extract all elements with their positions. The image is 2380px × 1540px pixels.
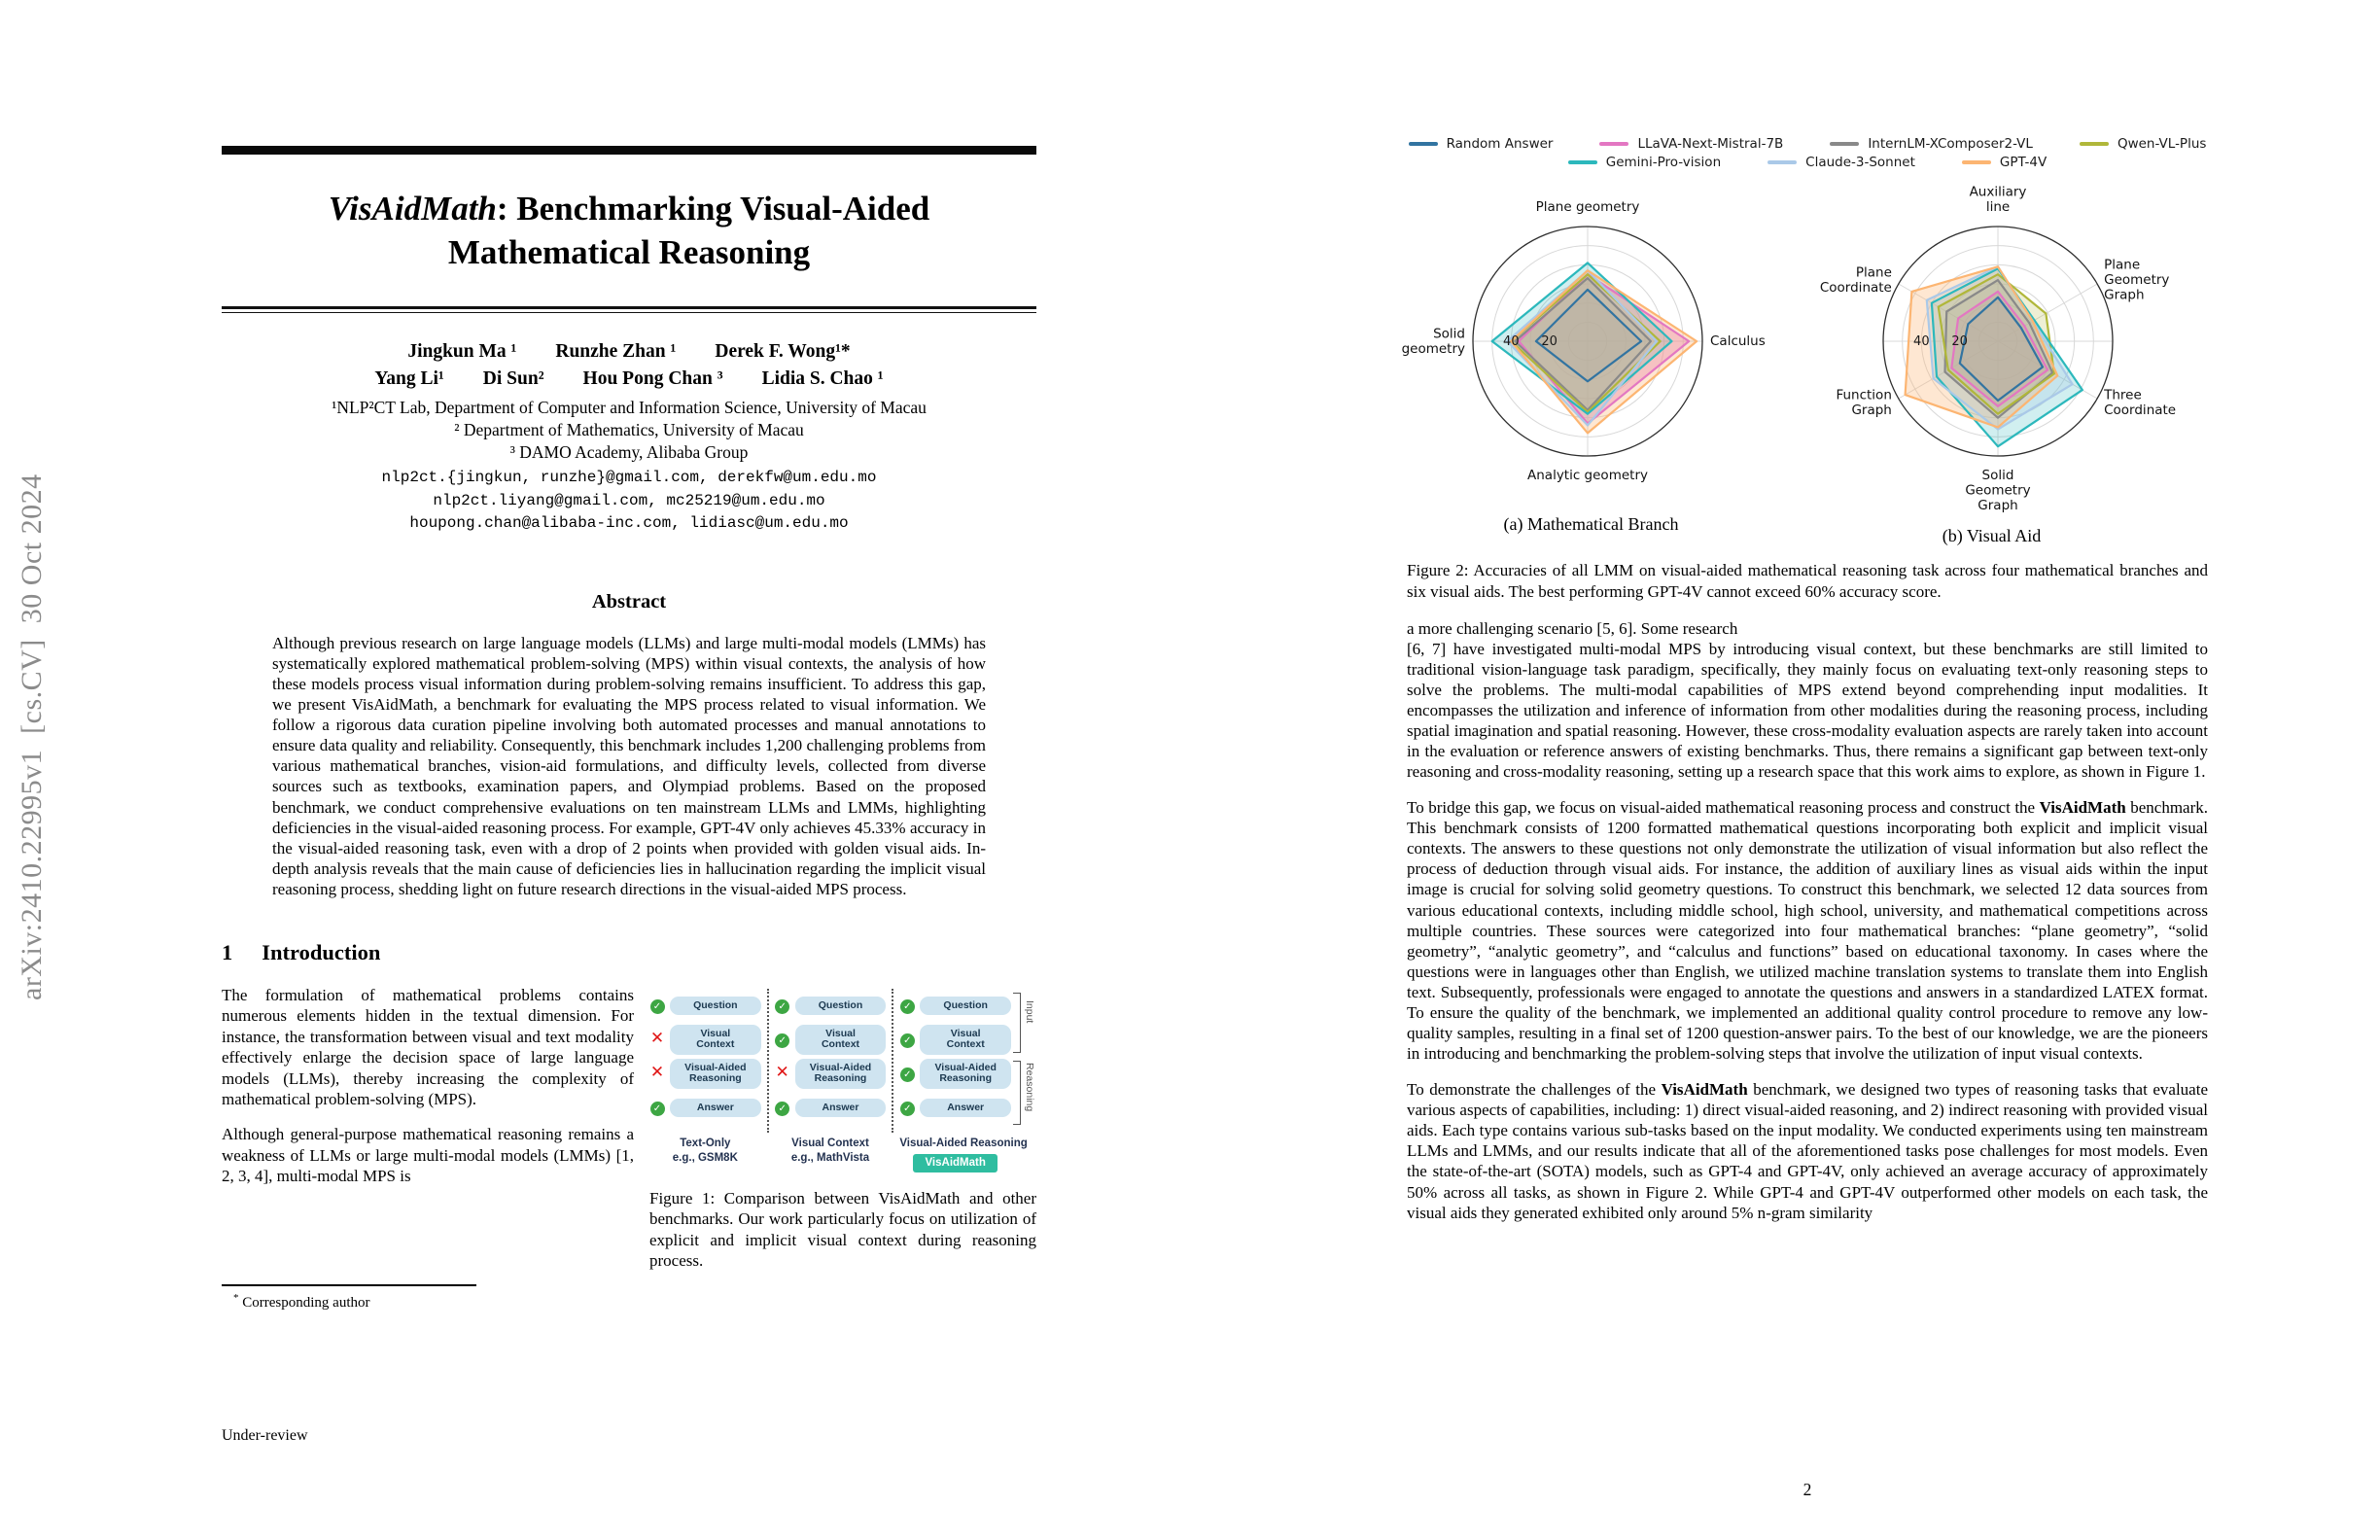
check-icon xyxy=(899,997,915,1014)
author-emails xyxy=(222,467,1036,535)
check-icon xyxy=(649,1099,665,1116)
axis-label: Three xyxy=(2103,387,2142,403)
page-number: 2 xyxy=(1802,1480,1812,1499)
bold-text: VisAidMath xyxy=(2039,798,2126,818)
footnote xyxy=(222,1284,1036,1312)
affiliation-line: ² Department of Mathematics, University of Macau xyxy=(454,419,804,439)
check-glyph: ✓ xyxy=(775,1033,789,1048)
legend-swatch xyxy=(1830,142,1859,146)
axis-label: Function xyxy=(1835,387,1892,403)
legend-swatch xyxy=(1962,160,1991,164)
body-paragraph xyxy=(1407,618,2208,783)
author-row xyxy=(222,338,1036,366)
abstract-heading: Abstract xyxy=(591,590,667,612)
axis-label: Geometry xyxy=(2103,272,2169,288)
legend-label: InternLM-XComposer2-VL xyxy=(1868,136,2033,152)
legend-swatch xyxy=(1599,142,1628,146)
figure1-pill xyxy=(920,997,1011,1016)
axis-label: Plane geometry xyxy=(1535,199,1639,215)
author-name: Lidia S. Chao ¹ xyxy=(761,368,884,389)
legend-item xyxy=(1962,155,2047,170)
figure-2 xyxy=(1401,174,2208,546)
title-top-rule xyxy=(222,146,1036,155)
body-paragraph xyxy=(1407,797,2208,1064)
figure1-row xyxy=(899,1091,1011,1125)
title-bottom-rule xyxy=(222,306,1036,313)
figure2b-subcaption: (b) Visual Aid xyxy=(1942,526,2042,545)
page-1 xyxy=(222,146,1036,1507)
paper-title-rest: : Benchmarking Visual-Aided xyxy=(496,190,930,228)
intro-paragraph: Although general-purpose mathematical reasoning remains a weakness of LLMs or large multi-modal models (LMMs) [1, 2, 3, 4], multi-modal MPS is xyxy=(222,1125,634,1186)
figure2-caption: Figure 2: Accuracies of all LMM on visual-aided mathematical reasoning task across four mathematical branches and six visual aids. The best performing GPT-4V cannot exceed 60% accuracy score. xyxy=(1407,561,2208,601)
paragraph-lead-line: a more challenging scenario [5, 6]. Some research xyxy=(1407,618,1738,638)
legend-swatch xyxy=(1409,142,1438,146)
cross-icon xyxy=(775,1065,790,1082)
axis-label: Solid xyxy=(1432,326,1465,342)
author-row xyxy=(222,366,1036,393)
radial-tick-label: 40 xyxy=(1912,334,1930,349)
footnote-rule xyxy=(222,1284,476,1286)
figure1-caption: Figure 1: Comparison between VisAidMath and other benchmarks. Our work particularly focus on utilization of explicit and implicit visual context during reasoning process. xyxy=(649,1188,1036,1271)
figure1-column-label xyxy=(649,1137,761,1166)
section-title: Introduction xyxy=(262,939,381,964)
pill-label: Question xyxy=(818,998,863,1011)
figure1-pill xyxy=(920,1099,1011,1118)
figure1-column xyxy=(899,989,1028,1172)
figure1-row xyxy=(775,1091,887,1125)
pill-label: Reasoning xyxy=(688,1072,742,1085)
column-label-line: Visual-Aided Reasoning xyxy=(899,1137,1028,1149)
legend-label: Claude-3-Sonnet xyxy=(1805,155,1915,170)
figure1-pill xyxy=(670,997,761,1016)
affiliation-line: ¹NLP²CT Lab, Department of Computer and Information Science, University of Macau xyxy=(332,398,927,418)
axis-label: Coordinate xyxy=(1819,279,1892,296)
check-glyph: ✓ xyxy=(650,999,665,1014)
check-glyph: ✓ xyxy=(900,1068,915,1082)
axis-label: Graph xyxy=(2103,287,2145,303)
paragraph-text: benchmark, we designed two types of reasoning tasks that evaluate various aspects of capabilities, including: 1) direct visual-aided reasoning, and 2) indirect reasoning with provided visual aids. Each type contains various sub-tasks based on the input modality. We conducted experiments using ten mainstream LLMs and LMMs, and our results indicate that all of the aforementioned tasks pose challenges for most models. Even the state-of-the-art (SOTA) models, such as GPT-4 and GPT-4V, only achieved an average accuracy of approximately 50% across all tasks, as shown in Figure 2. While GPT-4 and GPT-4V outperformed other models on each task, the visual aids they generated exhibited only around 5% n-gram similarity xyxy=(1407,1080,2208,1222)
legend-label: LLaVA-Next-Mistral-7B xyxy=(1637,136,1784,152)
cross-icon xyxy=(649,1065,665,1082)
author-name: Di Sun² xyxy=(482,368,544,389)
visaidmath-badge: VisAidMath xyxy=(913,1154,997,1172)
legend-label: Gemini-Pro-vision xyxy=(1605,155,1722,170)
axis-label: Calculus xyxy=(1709,333,1766,349)
email-line: nlp2ct.{jingkun, runzhe}@gmail.com, derekfw@um.edu.mo xyxy=(381,469,877,487)
radar-chart-a-box xyxy=(1401,174,1775,535)
figure1-row xyxy=(775,1057,887,1091)
legend-item xyxy=(1768,155,1915,170)
figure-1 xyxy=(649,985,1036,1272)
pill-label: Visual xyxy=(825,1027,856,1039)
radar-chart-b-box xyxy=(1775,174,2208,546)
page-2 xyxy=(1401,136,2208,1517)
paper-title-italic: VisAidMath xyxy=(328,190,497,228)
cross-glyph: ✕ xyxy=(649,1029,665,1049)
figure2a-subcaption: (a) Mathematical Branch xyxy=(1503,514,1679,534)
paper-title-line2: Mathematical Reasoning xyxy=(447,232,811,271)
legend-row xyxy=(1409,136,2207,152)
figure1-pill xyxy=(670,1099,761,1118)
arxiv-watermark: arXiv:2410.22995v1 [cs.CV] 30 Oct 2024 xyxy=(16,473,48,1000)
input-bracket-label: Input xyxy=(1024,999,1036,1024)
figure1-pill xyxy=(670,1025,761,1056)
legend-label: Qwen-VL-Plus xyxy=(2117,136,2207,152)
paragraph-text: benchmark. This benchmark consists of 1200 formatted mathematical questions incorporating both explicit and implicit visual contexts. The answers to these questions not only demonstrate the utilization of visual information but also reflect the process of deduction through visual aids. For instance, the addition of auxiliary lines as visual aids within the input image is crucial for solving solid geometry questions. To construct this benchmark, we selected 12 data sources from various educational contexts, including middle school, high school, university, and mathematical competitions across multiple countries. These sources were categorized into four mathematical branches: “plane geometry”, “solid geometry”, “analytic geometry”, and “calculus and functions” based on educational taxonomy. In cases where the questions were in languages other than English, we utilized machine translation systems to translate them into English text. Subsequently, professionals were engaged to annotate the questions and answers in a standardized LATEX format. To ensure the quality of the benchmark, we implemented an additional quality control procedure to remove any low-quality samples, resulting in a final set of 1200 question-answer pairs. To the best of our knowledge, we are the pioneers in introducing and benchmarking the problem-solving steps that involve the utilization of input visual contexts. xyxy=(1407,798,2208,1064)
figure1-row xyxy=(899,1023,1011,1057)
axis-label: Plane xyxy=(2103,257,2140,273)
author-name: Hou Pong Chan ³ xyxy=(582,368,723,389)
cross-glyph: ✕ xyxy=(649,1063,665,1083)
radial-tick-label: 20 xyxy=(1950,334,1968,349)
column-label-line: e.g., GSM8K xyxy=(672,1151,738,1164)
body-paragraph xyxy=(1407,1079,2208,1223)
figure1-row xyxy=(775,989,887,1023)
figure1-row xyxy=(649,1057,761,1091)
affiliation-line: ³ DAMO Academy, Alibaba Group xyxy=(509,441,749,462)
check-icon xyxy=(775,1099,790,1116)
check-glyph: ✓ xyxy=(775,999,789,1014)
check-glyph: ✓ xyxy=(650,1102,665,1116)
reasoning-bracket xyxy=(1013,1061,1021,1125)
axis-label: geometry xyxy=(1401,340,1465,357)
figure1-pill xyxy=(670,1059,761,1090)
column-label-line: Text-Only xyxy=(680,1137,731,1149)
cross-icon xyxy=(649,1031,665,1048)
pill-label: Reasoning xyxy=(814,1072,867,1085)
figure1-row xyxy=(649,1023,761,1057)
footnote-marker: * xyxy=(233,1292,239,1305)
axis-label: Graph xyxy=(1977,498,2018,513)
figure1-pill xyxy=(920,1059,1011,1090)
intro-paragraphs xyxy=(222,985,634,1202)
axis-label: Auxiliary xyxy=(1969,184,2026,200)
axis-label: Plane xyxy=(1855,264,1892,281)
axis-label: Graph xyxy=(1850,402,1892,418)
radar-chart-visual-aid xyxy=(1776,174,2208,524)
paper-title-line1 xyxy=(222,188,1036,231)
legend-label: GPT-4V xyxy=(1999,155,2048,170)
legend-row xyxy=(1568,155,2047,170)
intro-two-column xyxy=(222,985,1036,1272)
axis-label: line xyxy=(1985,199,2010,215)
figure1-row xyxy=(649,1091,761,1125)
check-icon xyxy=(775,1031,790,1048)
column-label-line: e.g., MathVista xyxy=(790,1151,870,1164)
author-list xyxy=(222,338,1036,394)
dotted-divider xyxy=(767,989,769,1133)
body-paragraphs xyxy=(1407,618,2208,1223)
axis-label: Analytic geometry xyxy=(1526,468,1648,483)
figure1-row xyxy=(775,1023,887,1057)
section-number: 1 xyxy=(222,939,233,964)
figure1-column xyxy=(649,989,761,1166)
paper-title xyxy=(222,188,1036,275)
legend-item xyxy=(1599,136,1783,152)
pill-label: Answer xyxy=(696,1101,734,1113)
check-icon xyxy=(775,997,790,1014)
figure1-pill xyxy=(795,997,887,1016)
legend-swatch xyxy=(2080,142,2109,146)
pill-label: Visual xyxy=(700,1027,731,1039)
radial-tick-label: 20 xyxy=(1540,334,1558,349)
bold-text: VisAidMath xyxy=(1661,1080,1748,1100)
author-name: Yang Li¹ xyxy=(374,368,444,389)
under-review-label: Under-review xyxy=(222,1427,308,1444)
check-icon xyxy=(649,997,665,1014)
section-heading-introduction xyxy=(222,940,1036,965)
figure1-row xyxy=(649,989,761,1023)
pill-label: Visual-Aided xyxy=(684,1061,747,1073)
check-glyph: ✓ xyxy=(900,999,915,1014)
figure1-pill xyxy=(795,1025,887,1056)
paragraph-text: To demonstrate the challenges of the xyxy=(1407,1080,1662,1100)
pill-label: Question xyxy=(693,998,738,1011)
intro-paragraph: The formulation of mathematical problems contains numerous elements hidden in the textual dimension. For instance, the transformation between visual and text modality effectively enlarge the decision space of large language models (LLMs), thereby increasing the complexity of mathematical problem-solving (MPS). xyxy=(222,985,634,1108)
author-name: Jingkun Ma ¹ xyxy=(407,340,517,362)
radial-tick-label: 40 xyxy=(1502,334,1520,349)
pill-label: Question xyxy=(943,998,988,1011)
legend-swatch xyxy=(1768,160,1797,164)
email-line: houpong.chan@alibaba-inc.com, lidiasc@um.edu.mo xyxy=(409,513,849,532)
legend-label: Random Answer xyxy=(1446,136,1554,152)
check-glyph: ✓ xyxy=(775,1102,789,1116)
pill-label: Context xyxy=(821,1038,860,1051)
figure1-column-label xyxy=(899,1137,1028,1172)
legend-item xyxy=(2080,136,2206,152)
check-glyph: ✓ xyxy=(900,1033,915,1048)
paragraph-text: [6, 7] have investigated multi-modal MPS by introducing visual context, but these benchmarks are still limited to traditional vision-language task paradigm, specifically, they mainly focus on evaluating text-only reasoning steps to solve the problems. The multi-modal capabilities of MPS extend beyond comprehending input modalities. It encompasses the utilization and inference of information from other modalities during the reasoning process, including spatial imagination and spatial reasoning. However, these cross-modality evaluation aspects are rarely taken into account in the evaluation or reference answers of existing benchmarks. Thus, there remains a significant gap between text-only reasoning and cross-modality reasoning, setting up a research space that this work aims to explore, as shown in Figure 1. xyxy=(1407,639,2208,782)
figure1-diagram xyxy=(649,985,1036,1172)
legend-swatch xyxy=(1568,160,1597,164)
figure1-column-label xyxy=(775,1137,887,1166)
input-bracket xyxy=(1013,993,1021,1053)
pill-label: Visual-Aided xyxy=(809,1061,872,1073)
check-icon xyxy=(899,1099,915,1116)
figure1-column xyxy=(775,989,887,1166)
pill-label: Context xyxy=(946,1038,985,1051)
dotted-divider xyxy=(892,989,893,1133)
paragraph-text: To bridge this gap, we focus on visual-aided mathematical reasoning process and construct the xyxy=(1407,798,2040,818)
column-label-line: Visual Context xyxy=(791,1137,869,1149)
axis-label: Coordinate xyxy=(2103,402,2176,418)
author-name: Derek F. Wong¹* xyxy=(715,340,851,362)
figure1-pill xyxy=(795,1099,887,1118)
figure1-pill xyxy=(795,1059,887,1090)
footnote-text: * Corresponding author xyxy=(233,1292,370,1312)
author-name: Runzhe Zhan ¹ xyxy=(555,340,677,362)
check-icon xyxy=(899,1065,915,1082)
axis-label: Geometry xyxy=(1964,482,2031,499)
check-icon xyxy=(899,1031,915,1048)
pill-label: Context xyxy=(696,1038,735,1051)
axis-label: Solid xyxy=(1981,468,2013,483)
pill-label: Visual-Aided xyxy=(934,1061,997,1073)
pill-label: Answer xyxy=(947,1101,985,1113)
figure1-brackets xyxy=(1011,989,1036,1135)
figure1-row xyxy=(899,989,1011,1023)
legend-item xyxy=(1409,136,1554,152)
figure1-row xyxy=(899,1057,1011,1091)
abstract-text: Although previous research on large language models (LLMs) and large multi-modal models (LMMs) has systematically explored mathematical problem-solving (MPS) within visual contexts, the analysis of how these models process visual information during problem-solving remains insufficient. To address this gap, we present VisAidMath, a benchmark for evaluating the MPS process related to visual information. We follow a rigorous data curation pipeline involving both automated processes and manual annotations to ensure data quality and reliability. Consequently, this benchmark includes 1,200 challenging problems from various mathematical branches, vision-aid formulations, and difficulty levels, collected from diverse sources such as textbooks, examination papers, and Olympiad problems. Based on the proposed benchmark, we conduct comprehensive evaluations on ten mainstream LLMs and LMMs, highlighting deficiencies in the visual-aided reasoning process. For example, GPT-4V only achieves 45.33% accuracy in the visual-aided reasoning task, even with a drop of 2 points when provided with golden visual aids. In-depth analysis reveals that the main cause of deficiencies lies in hallucination regarding the implicit visual reasoning process, shedding light on future research directions in the visual-aided MPS process. xyxy=(272,633,986,898)
check-glyph: ✓ xyxy=(900,1102,915,1116)
figure1-pill xyxy=(920,1025,1011,1056)
radar-chart-mathematical-branch xyxy=(1397,174,1786,512)
email-line: nlp2ct.liyang@gmail.com, mc25219@um.edu.mo xyxy=(433,491,825,509)
pill-label: Visual xyxy=(950,1027,981,1039)
affiliation-list xyxy=(222,397,1036,463)
legend-item xyxy=(1830,136,2033,152)
reasoning-bracket-label: Reasoning xyxy=(1024,1062,1036,1112)
figure2-legend xyxy=(1407,136,2208,170)
pill-label: Answer xyxy=(822,1101,859,1113)
pill-label: Reasoning xyxy=(939,1072,993,1085)
legend-item xyxy=(1568,155,1721,170)
cross-glyph: ✕ xyxy=(775,1063,789,1083)
